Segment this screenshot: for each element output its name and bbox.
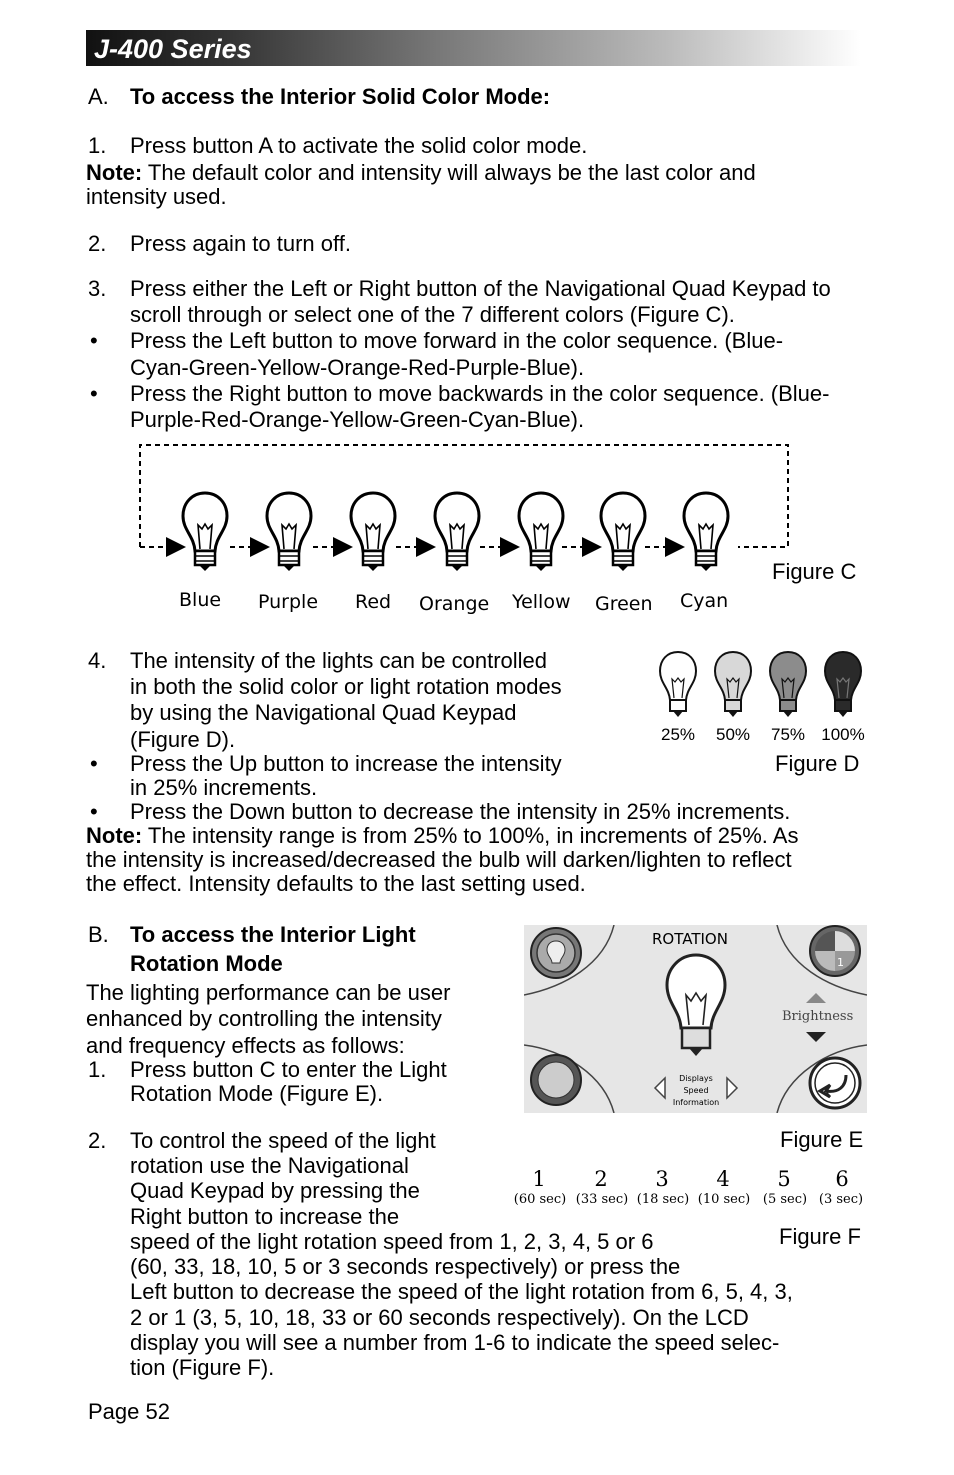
intro-text: The lighting performance can be user <box>86 980 451 1005</box>
bullet-text: Purple-Red-Orange-Yellow-Green-Cyan-Blue). <box>130 407 585 432</box>
intensity-bulb-icon <box>770 652 806 717</box>
intensity-bulb-icon <box>660 652 696 717</box>
bullet: • <box>90 799 98 824</box>
speed-number: 4 <box>716 1167 730 1191</box>
info-line: Displays <box>679 1074 713 1083</box>
step-text: rotation use the Navigational <box>130 1153 409 1178</box>
step-text: speed of the light rotation speed from 1, 2, 3, 4, 5 or 6 <box>130 1229 654 1254</box>
figure-f-caption: Figure F <box>779 1224 861 1249</box>
step-text: (60, 33, 18, 10, 5 or 3 seconds respectively) or press the <box>130 1254 681 1279</box>
step-number: 3. <box>88 276 107 301</box>
step-number: 2. <box>88 1128 107 1153</box>
note-label: Note: <box>86 823 143 848</box>
step-text: Press either the Left or Right button of the Navigational Quad Keypad to <box>130 276 831 301</box>
speed-seconds: (10 sec) <box>697 1192 751 1207</box>
step-text: Right button to increase the <box>130 1204 400 1229</box>
step-text: Press again to turn off. <box>130 231 351 256</box>
bulb-icon <box>181 491 229 573</box>
bullet-text: Press the Up button to increase the intensity <box>130 751 562 776</box>
color-label-green: Green <box>595 593 653 615</box>
figure-e-caption: Figure E <box>780 1127 864 1152</box>
speed-number: 6 <box>835 1167 849 1191</box>
color-label-cyan: Cyan <box>680 590 729 612</box>
info-line: Speed <box>683 1086 709 1095</box>
step-text: Press button C to enter the Light <box>130 1057 447 1082</box>
speed-number: 2 <box>594 1167 608 1191</box>
speed-seconds: (33 sec) <box>575 1192 629 1207</box>
step-text: tion (Figure F). <box>130 1355 275 1380</box>
color-label-orange: Orange <box>419 593 490 615</box>
section-b-heading: Rotation Mode <box>130 951 283 976</box>
step-text: Rotation Mode (Figure E). <box>130 1081 384 1106</box>
step-number: 1. <box>88 133 107 158</box>
intensity-bulb-icon <box>825 652 861 717</box>
speed-seconds: (18 sec) <box>636 1192 690 1207</box>
page-header-title: J-400 Series <box>94 34 252 64</box>
badge-number: 1 <box>837 956 844 969</box>
bullet: • <box>90 751 98 776</box>
speed-number: 5 <box>777 1167 791 1191</box>
note-text: The intensity range is from 25% to 100%, in increments of 25%. As <box>142 823 799 848</box>
bullet-text: Cyan-Green-Yellow-Orange-Red-Purple-Blue). <box>130 355 585 380</box>
intensity-label: 75% <box>770 725 806 744</box>
note-label: Note: <box>86 160 143 185</box>
color-label-purple: Purple <box>258 591 319 613</box>
intensity-label: 100% <box>821 725 865 744</box>
bulb-icon <box>433 491 481 573</box>
displays-speed-info <box>667 1073 725 1109</box>
bulb-icon <box>517 491 565 573</box>
speed-seconds: (5 sec) <box>762 1192 808 1207</box>
page-number: Page 52 <box>88 1399 170 1424</box>
note-text: the intensity is increased/decreased the bulb will darken/lighten to reflect <box>86 847 792 872</box>
speed-seconds: (3 sec) <box>818 1192 864 1207</box>
intro-text: and frequency effects as follows: <box>86 1033 405 1058</box>
rotation-label: ROTATION <box>652 930 728 948</box>
step-text: Left button to decrease the speed of the light rotation from 6, 5, 4, 3, <box>130 1279 793 1304</box>
bullet-text: Press the Down button to decrease the intensity in 25% increments. <box>130 799 791 824</box>
bulb-icon <box>599 491 647 573</box>
bullet: • <box>90 328 98 353</box>
step-number: 1. <box>88 1057 107 1082</box>
control-panel-figure <box>524 925 867 1113</box>
note-paragraph <box>86 160 756 185</box>
bulb-icon <box>682 491 730 573</box>
note-text: intensity used. <box>86 184 227 209</box>
speed-number: 1 <box>532 1167 546 1191</box>
bullet: • <box>90 381 98 406</box>
section-a-heading: To access the Interior Solid Color Mode: <box>130 84 551 109</box>
intensity-label: 50% <box>715 725 751 744</box>
figure-c-caption: Figure C <box>772 559 857 584</box>
step-text: by using the Navigational Quad Keypad <box>130 700 517 725</box>
step-number: 4. <box>88 648 107 673</box>
section-b-letter: B. <box>88 922 109 947</box>
bulb-icon <box>349 491 397 573</box>
step-text: display you will see a number from 1-6 to indicate the speed selec- <box>130 1330 780 1355</box>
section-a-letter: A. <box>88 84 109 109</box>
color-label-red: Red <box>355 591 392 613</box>
step-text: The intensity of the lights can be controlled <box>130 648 548 673</box>
intensity-diagram <box>648 645 872 755</box>
step-text: (Figure D). <box>130 727 236 752</box>
speed-number: 3 <box>655 1167 669 1191</box>
bullet-text: Press the Left button to move forward in the color sequence. (Blue- <box>130 328 784 353</box>
intensity-label: 25% <box>660 725 696 744</box>
brightness-label: Brightness <box>782 1009 854 1024</box>
note-text: the effect. Intensity defaults to the last setting used. <box>86 871 586 896</box>
figure-d-caption: Figure D <box>775 751 860 776</box>
intensity-bulb-icon <box>715 652 751 717</box>
step-text: To control the speed of the light <box>130 1128 436 1153</box>
note-paragraph <box>86 823 798 848</box>
info-line: Information <box>672 1098 720 1107</box>
section-b-heading: To access the Interior Light <box>130 922 416 947</box>
step-text: Press button A to activate the solid color mode. <box>130 133 588 158</box>
step-text: in both the solid color or light rotation modes <box>130 674 562 699</box>
speed-seconds: (60 sec) <box>513 1192 567 1207</box>
color-label-yellow: Yellow <box>512 591 571 613</box>
note-text: The default color and intensity will always be the last color and <box>142 160 756 185</box>
step-text: Quad Keypad by pressing the <box>130 1178 420 1203</box>
bulb-icon <box>265 491 313 573</box>
color-label-blue: Blue <box>179 589 222 611</box>
bullet-text: in 25% increments. <box>130 775 318 800</box>
bullet-text: Press the Right button to move backwards in the color sequence. (Blue- <box>130 381 830 406</box>
step-number: 2. <box>88 231 107 256</box>
intro-text: enhanced by controlling the intensity <box>86 1006 442 1031</box>
step-text: scroll through or select one of the 7 different colors (Figure C). <box>130 302 735 327</box>
step-text: 2 or 1 (3, 5, 10, 18, 33 or 60 seconds respectively). On the LCD <box>130 1305 749 1330</box>
